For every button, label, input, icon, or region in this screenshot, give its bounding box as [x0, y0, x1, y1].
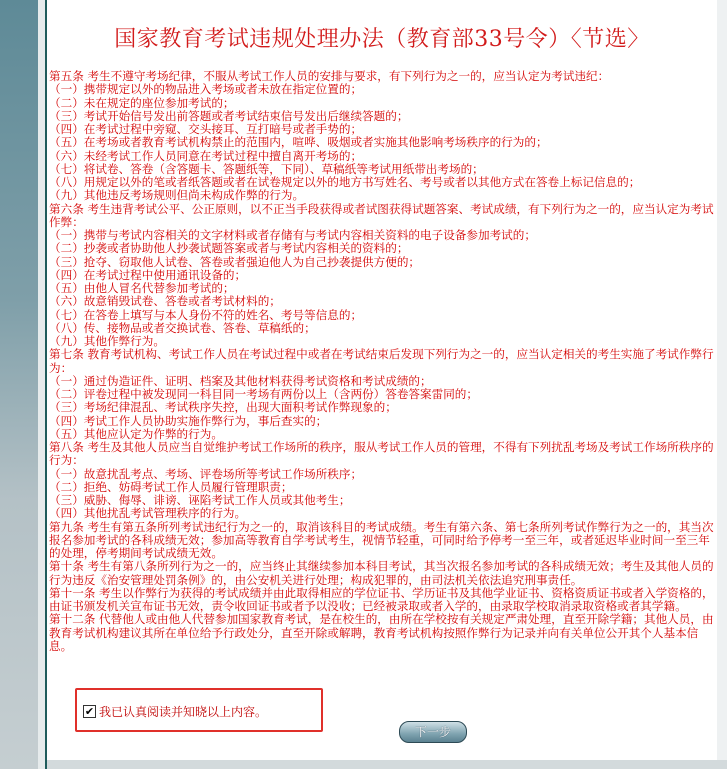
- article-item: （五）在考场或者教育考试机构禁止的范围内，喧哗、吸烟或者实施其他影响考场秩序的行为的；: [49, 135, 548, 150]
- left-sidebar-strip: [0, 0, 38, 769]
- page-title: 国家教育考试违规处理办法（教育部33号令）〈节选〉: [114, 27, 650, 52]
- article-item: （二）评卷过程中被发现同一科目同一考场有两份以上（含两份）答卷答案雷同的；: [49, 387, 478, 401]
- regulation-text: [49, 70, 717, 653]
- article-item: （三）抢夺、窃取他人试卷、答卷或者强迫他人为自己抄袭提供方便的；: [49, 254, 421, 269]
- article-heading: 第六条 考生违背考试公平、公正原则，以不正当手段获得或者试图获得试题答案、考试成绩，有下列行为之一的，应当认定为考试作弊：: [49, 201, 714, 229]
- article-item: （一）故意扰乱考点、考场、评卷场所等考试工作场所秩序；: [49, 466, 363, 481]
- article-heading: 第十二条 代替他人或由他人代替参加国家教育考试，是在校生的，由所在学校按有关规定严肃处理，直至开除学籍；其他人员，由教育考试机构建议其所在单位给予行政处分，直至开除或解聘，教育考试机构按照作弊行为记录并向有关单位公开其个人基本信息。: [49, 612, 714, 653]
- article-heading: 第九条 考生有第五条所列考试违纪行为之一的，取消该科目的考试成绩。考生有第六条、第七条所列考试作弊行为之一的，其当次报名参加考试的各科成绩无效；参加高等教育自学考试考生，视情节轻重，可同时给予停考一至三年，或者延迟毕业时间一至三年的处理，停考期间考试成绩无效。: [49, 519, 714, 560]
- article-item: （二）拒绝、妨碍考试工作人员履行管理职责；: [49, 479, 293, 494]
- content-frame: [45, 0, 717, 769]
- article-item: （三）威胁、侮辱、诽谤、诬陷考试工作人员或其他考生；: [49, 493, 351, 507]
- article-heading: 第七条 教育考试机构、考试工作人员在考试过程中或者在考试结束后发现下列行为之一的，应当认定相关的考生实施了考试作弊行为：: [49, 347, 714, 375]
- article-item: （三）考试开始信号发出前答题或者考试结束信号发出后继续答题的；: [49, 108, 409, 123]
- agree-checkbox-label[interactable]: [83, 703, 267, 720]
- article-item: （二）抄袭或者协助他人抄袭试题答案或者与考试内容相关的资料的；: [49, 241, 409, 256]
- article-item: （六）故意销毁试卷、答卷或者考试材料的；: [49, 294, 281, 309]
- article-heading: 第八条 考生及其他人员应当自觉维护考试工作场所的秩序，服从考试工作人员的管理，不得有下列扰乱考场及考试工作场所秩序的 行为：: [49, 440, 714, 468]
- agree-text: 我已认真阅读并知晓以上内容。: [99, 705, 268, 719]
- article-item: （四）其他扰乱考试管理秩序的行为。: [49, 506, 247, 521]
- article-item: （一）通过伪造证件、证明、档案及其他材料获得考试资格和考试成绩的；: [49, 373, 432, 388]
- article-item: （五）其他应认定为作弊的行为。: [49, 426, 223, 441]
- next-step-button[interactable]: 下一步: [399, 721, 467, 743]
- article-heading: 第五条 考生不遵守考场纪律，不服从考试工作人员的安排与要求，有下列行为之一的，应当认定为考试违纪：: [49, 69, 610, 83]
- article-heading: 第十一条 考生以作弊行为获得的考试成绩并由此取得相应的学位证书、学历证书及其他学业证书、资格资质证书或者入学资格的，由证书颁发机关宣布证书无效，责令收回证书或者予以没收；已经被录取或者入学的，由录取学校取消录取资格或者其学籍。: [49, 585, 714, 613]
- article-item: （三）考场纪律混乱、考试秩序失控，出现大面积考试作弊现象的；: [49, 400, 397, 415]
- left-gap: [38, 0, 45, 769]
- article-item: （六）未经考试工作人员同意在考试过程中擅自离开考场的；: [49, 148, 363, 163]
- article-item: （七）在答卷上填写与本人身份不符的姓名、考号等信息的；: [49, 307, 363, 322]
- article-item: （八）传、接物品或者交换试卷、答卷、草稿纸的；: [49, 320, 316, 335]
- agree-highlight-box: [75, 688, 323, 732]
- article-item: （五）由他人冒名代替参加考试的；: [49, 281, 235, 295]
- article-item: （九）其他作弊行为。: [49, 334, 165, 348]
- article-item: （一）携带规定以外的物品进入考场或者未放在指定位置的；: [49, 82, 363, 97]
- article-item: （四）考试工作人员协助实施作弊行为，事后查实的；: [49, 413, 328, 428]
- bottom-band: [47, 760, 727, 769]
- article-item: （八）用规定以外的笔或者纸答题或者在试卷规定以外的地方书写姓名、考号或者以其他方式在答卷上标记信息的；: [49, 175, 641, 189]
- article-item: （一）携带与考试内容相关的文字材料或者存储有与考试内容相关资料的电子设备参加考试的；: [49, 228, 536, 242]
- article-item: （二）未在规定的座位参加考试的；: [49, 95, 235, 110]
- article-item: （四）在考试过程中使用通讯设备的；: [49, 267, 247, 282]
- article-item: （四）在考试过程中旁窥、交头接耳、互打暗号或者手势的；: [49, 122, 363, 136]
- right-strip: [717, 0, 727, 769]
- article-item: （七）将试卷、答卷（含答题卡、答题纸等，下同）、草稿纸等考试用纸带出考场的；: [49, 161, 484, 176]
- article-item: （九）其他违反考场规则但尚未构成作弊的行为。: [49, 188, 305, 203]
- article-heading: 第十条 考生有第八条所列行为之一的，应当终止其继续参加本科目考试，其当次报名参加考试的各科成绩无效；考生及其他人员的行为违反《治安管理处罚条例》的，由公安机关进行处理；构成犯罪的，由司法机关依法追究刑事责任。: [49, 559, 714, 587]
- agree-checkbox[interactable]: ✔: [84, 705, 95, 718]
